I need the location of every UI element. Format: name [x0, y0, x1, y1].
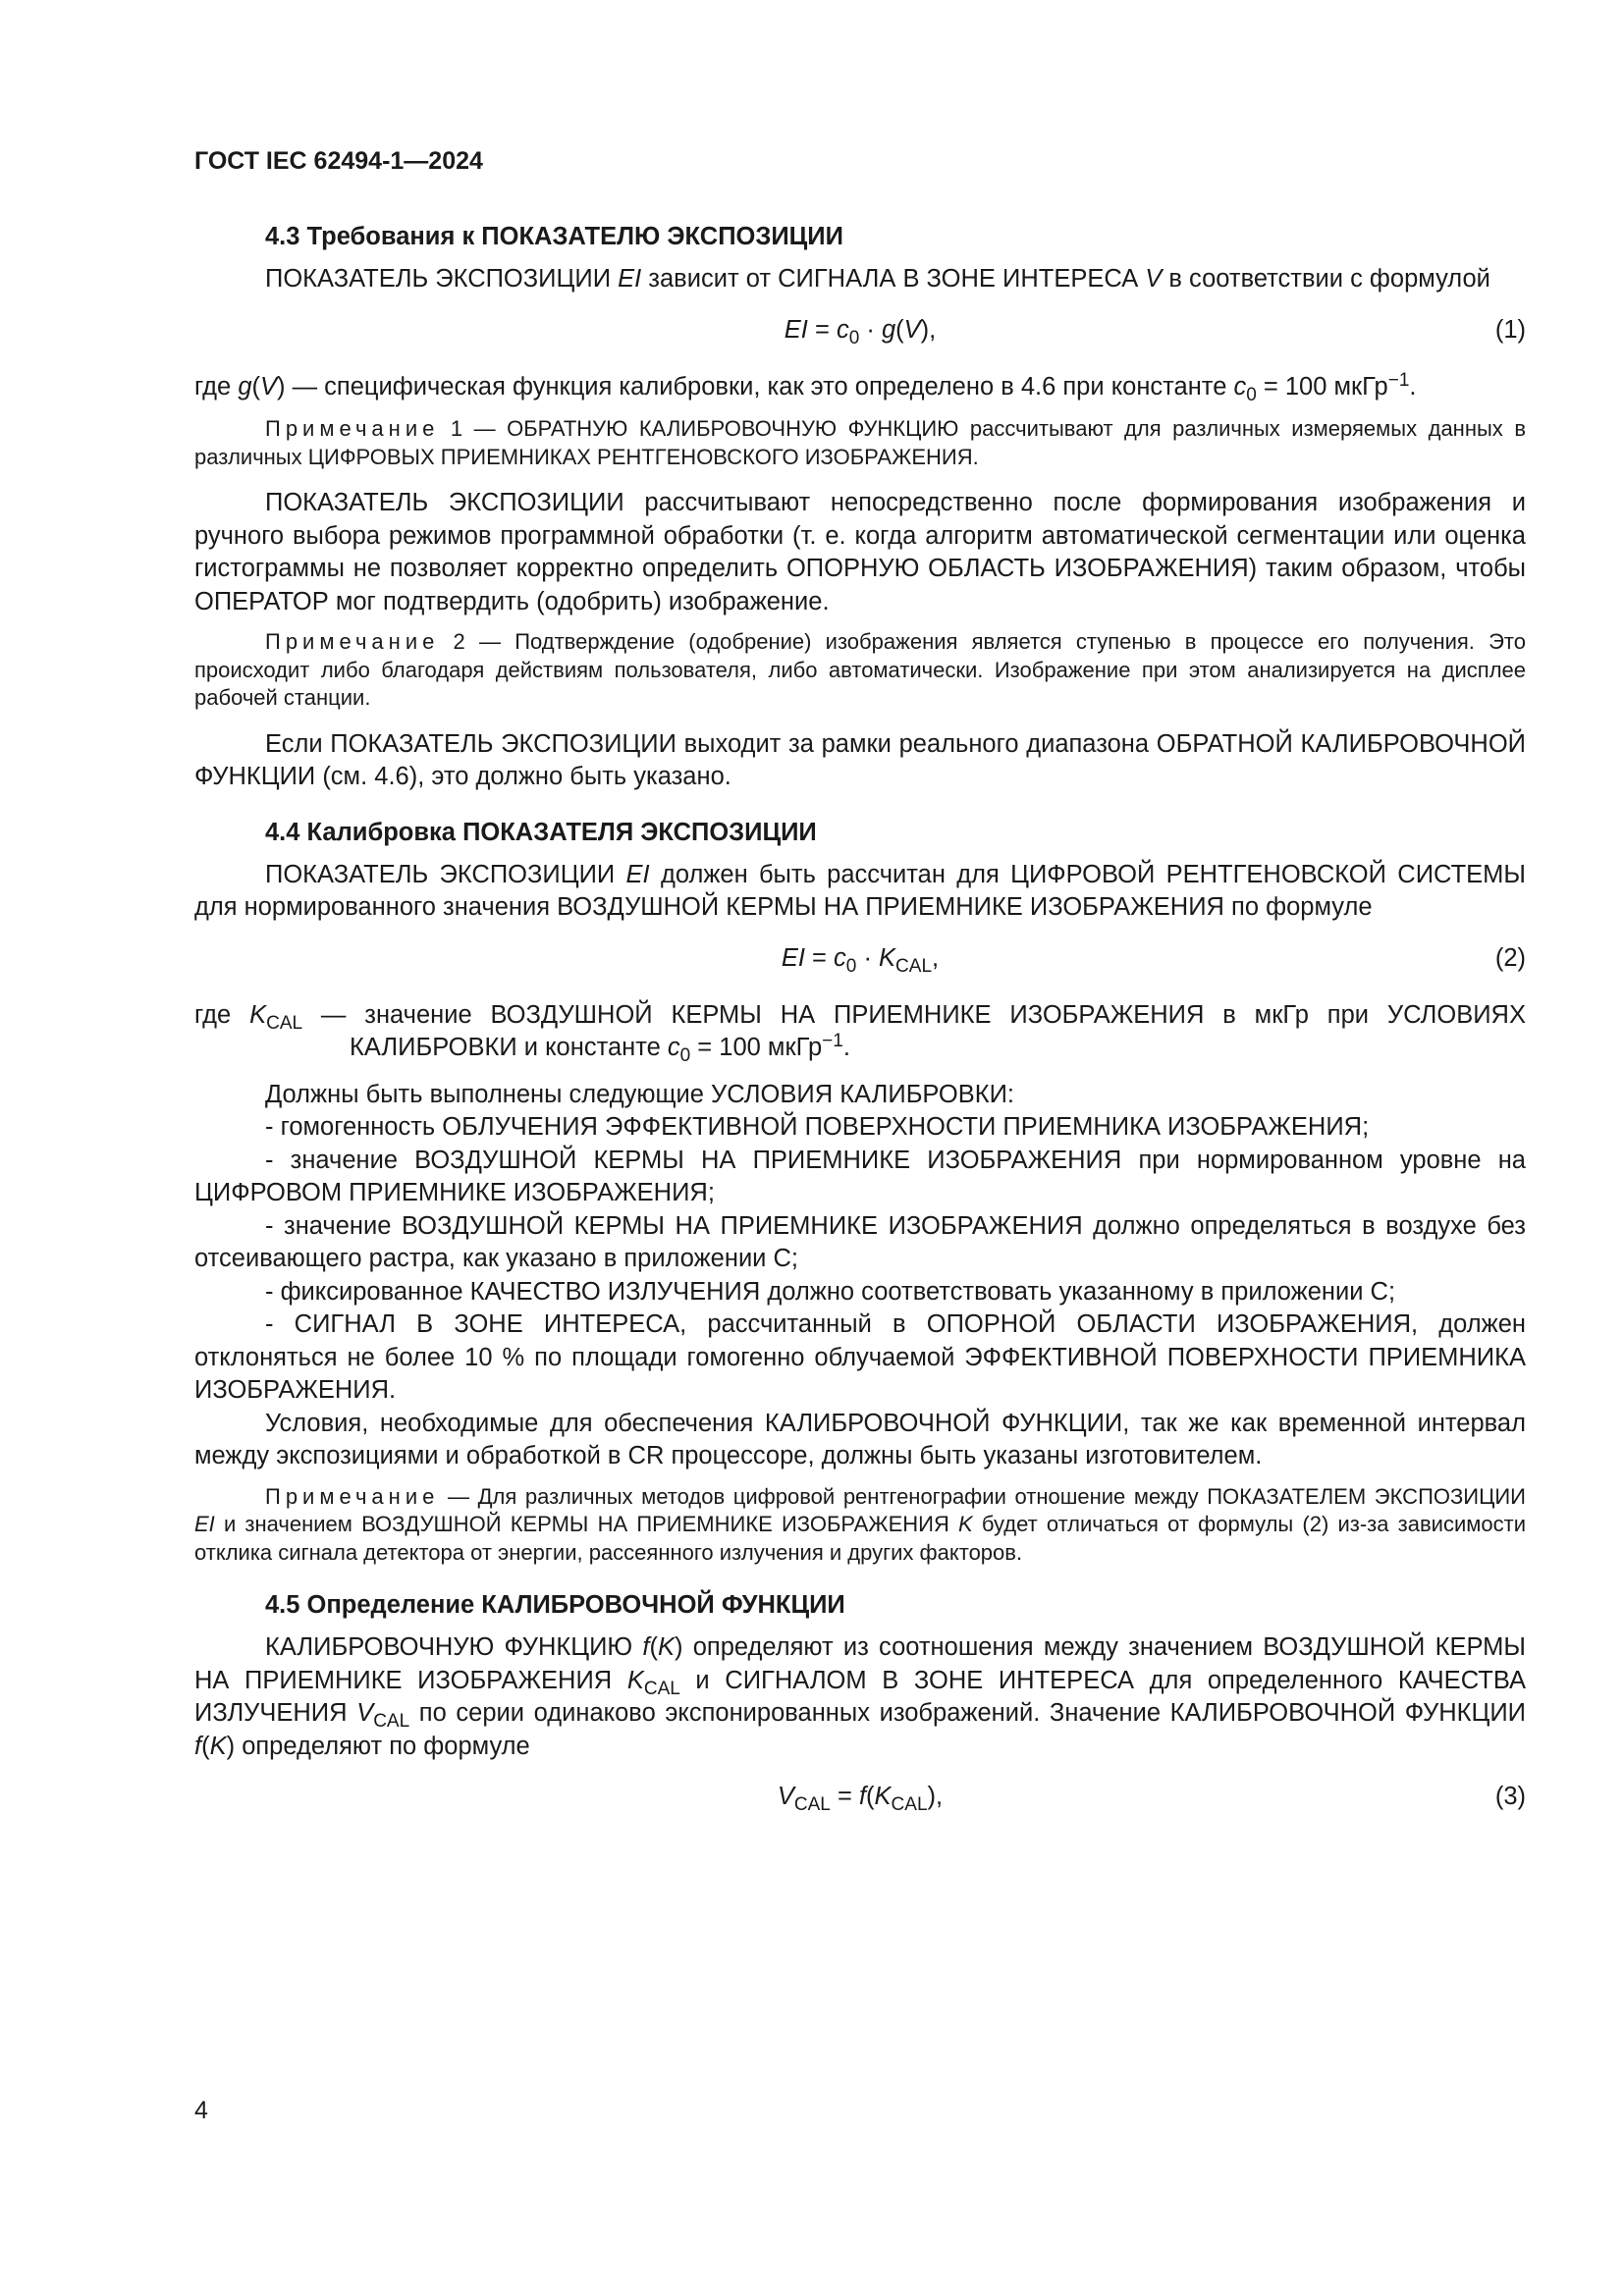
note-1: Примечание 1 — ОБРАТНУЮ КАЛИБРОВОЧНУЮ ФУНКЦИЮ рассчитывают для различных измеряемых данных в различных ЦИФРОВЫХ ПРИЕМНИКАХ РЕНТГЕНОВСКОГО ИЗОБРАЖЕНИЯ.	[194, 416, 1526, 469]
paragraph-4-3-2: ПОКАЗАТЕЛЬ ЭКСПОЗИЦИИ рассчитывают непосредственно после формирования изображения и ручного выбора режимов программной обработки (т. е. когда алгоритм автоматической сегментации или оценка гистограммы не позволяет корректно определить ОПОРНУЮ ОБЛАСТЬ ИЗОБРАЖЕНИЯ) таким образом, чтобы ОПЕРАТОР мог подтвердить (одобрить) изображение.	[194, 489, 1526, 615]
condition-item: - фиксированное КАЧЕСТВО ИЗЛУЧЕНИЯ должно соответствовать указанному в приложении С;	[265, 1277, 1396, 1306]
paragraph-4-5-1: КАЛИБРОВОЧНУЮ ФУНКЦИЮ f(K) определяют из соотношения между значением ВОЗДУШНОЙ КЕРМЫ НА ПРИЕМНИКЕ ИЗОБРАЖЕНИЯ $K_{CAL}$ и СИГНАЛОМ В ЗОНЕ ИНТЕРЕСА для определенного КАЧЕСТВА ИЗЛУЧЕНИЯ $V_{CAL}$ по серии одинаково экспонированных изображений. Значение КАЛИБРОВОЧНОЙ ФУНКЦИИ f(K) определяют по формуле	[194, 1633, 1527, 1760]
document-header: ГОСТ IEC 62494-1—2024	[194, 147, 483, 175]
paragraph-4-3-1: ПОКАЗАТЕЛЬ ЭКСПОЗИЦИИ EI зависит от СИГНАЛА В ЗОНЕ ИНТЕРЕСА V в соответствии с формулой	[265, 265, 1490, 293]
document-body	[194, 220, 1526, 1838]
condition-item: - СИГНАЛ В ЗОНЕ ИНТЕРЕСА, рассчитанный в ОПОРНОЙ ОБЛАСТИ ИЗОБРАЖЕНИЯ, должен отклоняться не более 10 % по площади гомогенно облучаемой ЭФФЕКТИВНОЙ ПОВЕРХНОСТИ ПРИЕМНИКА ИЗОБРАЖЕНИЯ.	[194, 1310, 1526, 1404]
paragraph-4-4-1: ПОКАЗАТЕЛЬ ЭКСПОЗИЦИИ EI должен быть рассчитан для ЦИФРОВОЙ РЕНТГЕНОВСКОЙ СИСТЕМЫ для нормированного значения ВОЗДУШНОЙ КЕРМЫ НА ПРИЕМНИКЕ ИЗОБРАЖЕНИЯ по формуле	[194, 860, 1526, 921]
section-heading-4-4: 4.4 Калибровка ПОКАЗАТЕЛЯ ЭКСПОЗИЦИИ	[265, 818, 817, 846]
formula-3	[194, 1773, 1526, 1830]
formula-3-number: (3)	[1494, 1783, 1526, 1810]
section-heading-4-5: 4.5 Определение КАЛИБРОВОЧНОЙ ФУНКЦИИ	[265, 1591, 845, 1619]
condition-item: - гомогенность ОБЛУЧЕНИЯ ЭФФЕКТИВНОЙ ПОВЕРХНОСТИ ПРИЕМНИКА ИЗОБРАЖЕНИЯ;	[265, 1113, 1370, 1141]
note-2: Примечание 2 — Подтверждение (одобрение) изображения является ступенью в процессе его получения. Это происходит либо благодаря действиям пользователя, либо автоматически. Изображение при этом анализируется на дисплее рабочей станции.	[194, 629, 1526, 710]
definition-2: где $K_{CAL}$ — значение ВОЗДУШНОЙ КЕРМЫ НА ПРИЕМНИКЕ ИЗОБРАЖЕНИЯ в мкГр при УСЛОВИЯХ КАЛИБРОВКИ и константе $c_0 = 100$ мкГр$^{-1}$.	[194, 1000, 1526, 1066]
conditions-intro: Должны быть выполнены следующие УСЛОВИЯ КАЛИБРОВКИ:	[265, 1080, 1014, 1108]
section-heading-4-3: 4.3 Требования к ПОКАЗАТЕЛЮ ЭКСПОЗИЦИИ	[265, 223, 843, 250]
paragraph-4-4-2: Условия, необходимые для обеспечения КАЛИБРОВОЧНОЙ ФУНКЦИИ, так же как временной интервал между экспозициями и обработкой в CR процессоре, должны быть указаны изготовителем.	[194, 1409, 1526, 1469]
formula-3-expression: $V_{CAL} = f(K_{CAL})$,	[777, 1783, 944, 1815]
page-number: 4	[194, 2097, 208, 2124]
formula-2-expression: EI = $c_0 \cdot K_{CAL}$,	[781, 943, 940, 977]
formula-2-number: (2)	[1494, 943, 1526, 972]
formula-1	[194, 306, 1526, 363]
formula-1-expression: EI = $c_0 \cdot g(V)$,	[784, 315, 937, 348]
note-3: Примечание — Для различных методов цифровой рентгенографии отношение между ПОКАЗАТЕЛЕМ ЭКСПОЗИЦИИ EI и значением ВОЗДУШНОЙ КЕРМЫ НА ПРИЕМНИКЕ ИЗОБРАЖЕНИЯ K будет отличаться от формулы (2) из-за зависимости отклика сигнала детектора от энергии, рассеянного излучения и других факторов.	[194, 1483, 1526, 1565]
paragraph-4-3-3: Если ПОКАЗАТЕЛЬ ЭКСПОЗИЦИИ выходит за рамки реального диапазона ОБРАТНОЙ КАЛИБРОВОЧНОЙ ФУНКЦИИ (см. 4.6), это должно быть указано.	[194, 729, 1526, 790]
condition-item: - значение ВОЗДУШНОЙ КЕРМЫ НА ПРИЕМНИКЕ ИЗОБРАЖЕНИЯ при нормированном уровне на ЦИФРОВОМ ПРИЕМНИКЕ ИЗОБРАЖЕНИЯ;	[194, 1146, 1526, 1206]
formula-1-number: (1)	[1494, 315, 1526, 344]
definition-1: где g(V) — специфическая функция калибровки, как это определено в 4.6 при константе $c_0 = 100$ мкГр$^{-1}$.	[194, 369, 1417, 405]
formula-2	[194, 934, 1526, 991]
condition-item: - значение ВОЗДУШНОЙ КЕРМЫ НА ПРИЕМНИКЕ ИЗОБРАЖЕНИЯ должно определяться в воздухе без отсеивающего растра, как указано в приложении С;	[194, 1211, 1526, 1272]
